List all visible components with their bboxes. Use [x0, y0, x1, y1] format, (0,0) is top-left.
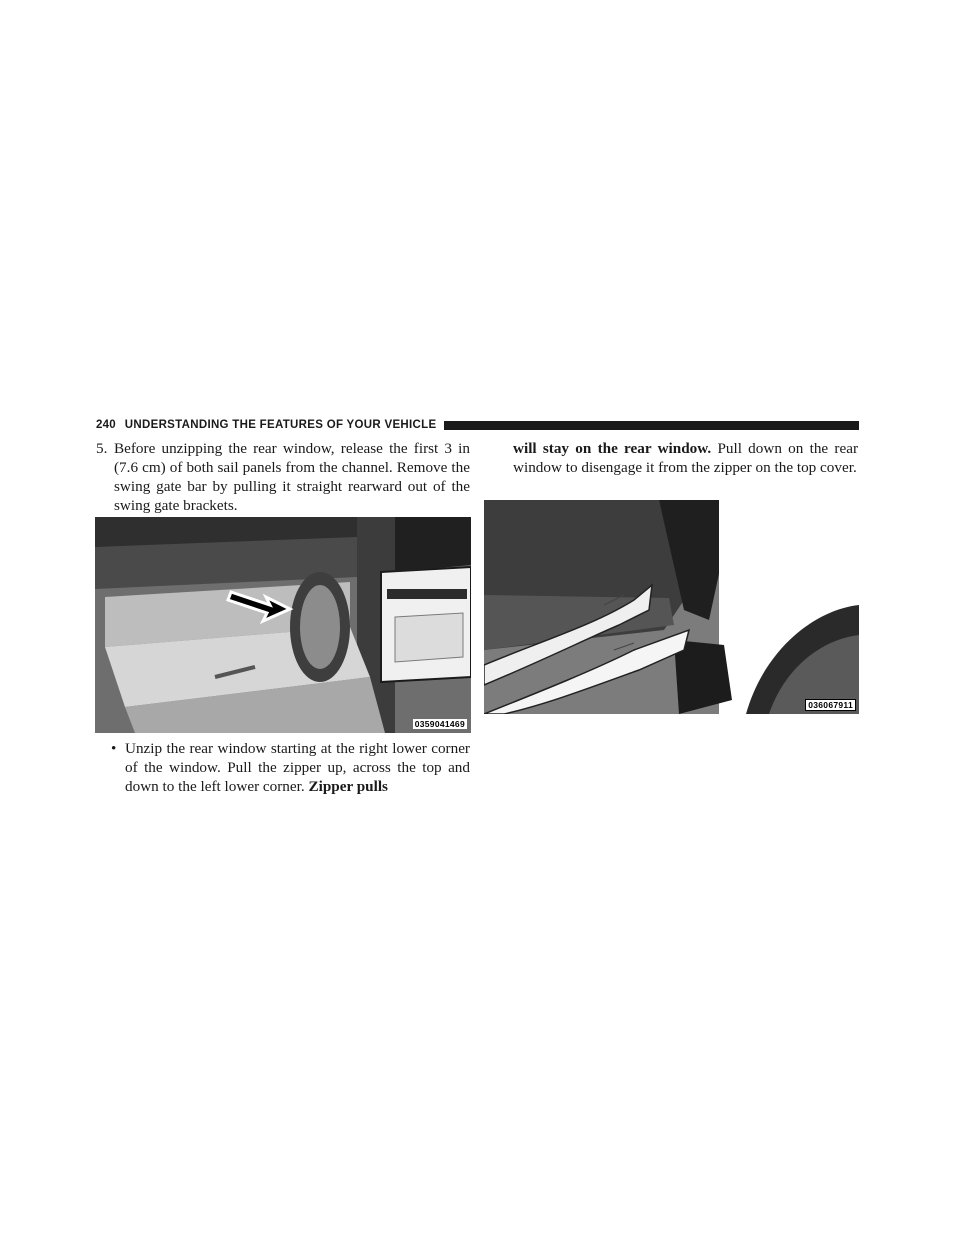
swing-gate-icon [95, 517, 471, 733]
rear-window-illustration [484, 500, 859, 714]
page-number: 240 [96, 419, 116, 431]
bullet-bold-text: Zipper pulls [308, 778, 388, 795]
bullet-text: Unzip the rear window starting at the right lower corner of the window. Pull the zipper up, across the top and down to the left lower corner. [125, 740, 470, 795]
continuation-bold-text: will stay on the rear window. [513, 440, 712, 457]
step-5 [96, 439, 470, 515]
section-title: UNDERSTANDING THE FEATURES OF YOUR VEHICLE [124, 419, 437, 431]
step-text: Before unzipping the rear window, release the first 3 in (7.6 cm) of both sail panels from the channel. Remove the swing gate bar by pulling it straight rearward out of the swing gate brackets. [114, 440, 470, 514]
swing-gate-illustration [95, 517, 471, 733]
continuation-paragraph [513, 439, 858, 477]
figure-code: 036067911 [805, 699, 856, 711]
continuation-text-block [513, 439, 858, 477]
bullet-text-block [125, 739, 470, 796]
bullet-item [111, 739, 470, 796]
header-rule [444, 421, 859, 430]
page-header [96, 417, 859, 433]
step-number: 5. [96, 440, 108, 457]
bullet-marker: • [111, 740, 117, 757]
rear-window-hands-icon [484, 500, 859, 714]
continuation-text: Pull down on the rear window to disengage it from the zipper on the top cover. [513, 440, 858, 476]
figure-code: 0359041469 [414, 719, 465, 729]
